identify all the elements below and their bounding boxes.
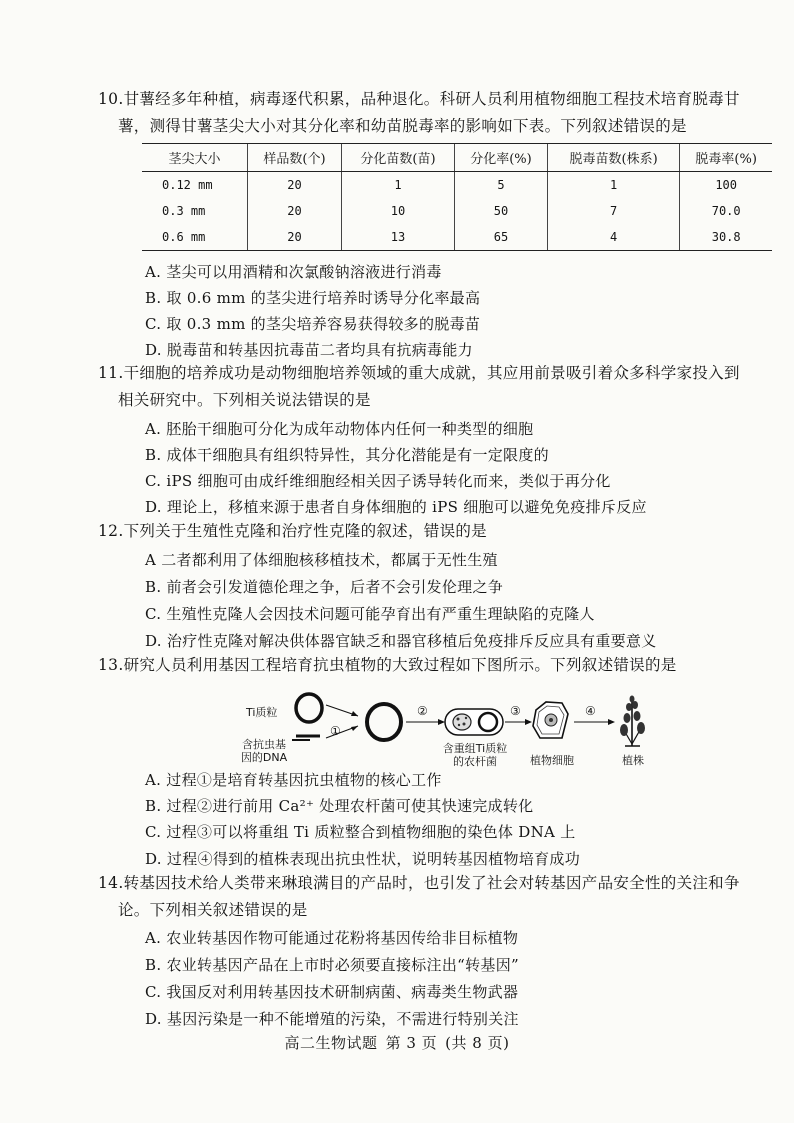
q14-number: 14.: [98, 874, 124, 892]
q10-option-a: A. 茎尖可以用酒精和次氯酸钠溶液进行消毒: [145, 263, 442, 281]
q14-option-a: A. 农业转基因作物可能通过花粉将基因传给非目标植物: [145, 929, 519, 947]
footer-subject: 高二生物试题: [284, 1034, 378, 1052]
q10-stem-line1: 甘薯经多年种植，病毒逐代积累，品种退化。科研人员利用植物细胞工程技术培育脱毒甘: [123, 90, 740, 108]
table-cell: 1: [547, 172, 679, 199]
q11-option-d: D. 理论上，移植来源于患者自身体细胞的 iPS 细胞可以避免免疫排斥反应: [145, 498, 647, 516]
q10-number: 10.: [98, 90, 124, 108]
q12-stem: [98, 518, 758, 545]
q10-stem-line2: 薯，测得甘薯茎尖大小对其分化率和幼苗脱毒率的影响如下表。下列叙述错误的是: [118, 117, 687, 135]
q13-stem-line1: 研究人员利用基因工程培育抗虫植物的大致过程如下图所示。下列叙述错误的是: [123, 656, 677, 674]
table-header: 分化苗数(苗): [341, 144, 454, 172]
q14-option-d: D. 基因污染是一种不能增殖的污染，不需进行特别关注: [145, 1010, 519, 1028]
table-header: 分化率(%): [455, 144, 548, 172]
table-cell: 10: [341, 198, 454, 224]
q14-option-c: C. 我国反对利用转基因技术研制病菌、病毒类生物武器: [145, 983, 519, 1001]
step-1-label: ①: [330, 724, 341, 738]
q11-stem-line2: 相关研究中。下列相关说法错误的是: [118, 391, 371, 409]
table-cell: 4: [547, 224, 679, 251]
q12-option-c: C. 生殖性克隆人会因技术问题可能孕育出有严重生理缺陷的克隆人: [145, 605, 595, 623]
q14-option-b: B. 农业转基因产品在上市时必须要直接标注出“转基因”: [145, 956, 519, 974]
page-footer: [0, 1032, 794, 1053]
q11-option-c: C. iPS 细胞可由成纤维细胞经相关因子诱导转化而来，类似于再分化: [145, 472, 611, 490]
q12-stem-line1: 下列关于生殖性克隆和治疗性克隆的叙述，错误的是: [123, 522, 487, 540]
q13-option-b: B. 过程②进行前用 Ca²⁺ 处理农杆菌可使其快速完成转化: [145, 797, 534, 815]
q13-option-a: A. 过程①是培育转基因抗虫植物的核心工作: [145, 771, 442, 789]
agrobacterium-label: 含重组Ti质粒 的农杆菌: [442, 742, 508, 768]
q11-option-b: B. 成体干细胞具有组织特异性，其分化潜能是有一定限度的: [145, 446, 549, 464]
table-row: [142, 172, 772, 199]
q10-option-c: C. 取 0.3 mm 的茎尖培养容易获得较多的脱毒苗: [145, 315, 481, 333]
table-cell: 100: [680, 172, 772, 199]
q14-stem: [98, 870, 758, 924]
table-header: 脱毒率(%): [680, 144, 772, 172]
ti-plasmid-label: Ti质粒: [246, 706, 278, 719]
q11-number: 11.: [98, 364, 124, 382]
q14-stem-line1: 转基因技术给人类带来琳琅满目的产品时，也引发了社会对转基因产品安全性的关注和争: [123, 874, 740, 892]
footer-total-pages: (共 8 页): [445, 1034, 510, 1052]
table-cell: 7: [547, 198, 679, 224]
table-header-row: [142, 144, 772, 172]
q13-option-c: C. 过程③可以将重组 Ti 质粒整合到植物细胞的染色体 DNA 上: [145, 823, 576, 841]
ti-plasmid-icon: [296, 694, 322, 722]
table-header: 脱毒苗数(株系): [547, 144, 679, 172]
recombinant-plasmid-icon: [367, 704, 401, 740]
table-cell: 0.6 mm: [142, 224, 248, 251]
table-cell: 5: [455, 172, 548, 199]
q10-option-d: D. 脱毒苗和转基因抗毒苗二者均具有抗病毒能力: [145, 341, 473, 359]
plant-label: 植株: [622, 754, 644, 767]
table-cell: 0.3 mm: [162, 204, 206, 218]
q13-number: 13.: [98, 656, 124, 674]
table-cell: 20: [248, 198, 342, 224]
table-row: [142, 198, 772, 224]
gene-engineering-diagram: [240, 688, 660, 772]
step-3-label: ③: [510, 704, 521, 718]
q12-option-d: D. 治疗性克隆对解决供体器官缺乏和器官移植后免疫排斥反应具有重要意义: [145, 632, 657, 650]
table-header: 茎尖大小: [142, 144, 248, 172]
q12-option-b: B. 前者会引发道德伦理之争，后者不会引发伦理之争: [145, 578, 504, 596]
plant-cell-label: 植物细胞: [530, 754, 574, 767]
table-cell: 65: [455, 224, 548, 251]
q12-option-a: A 二者都利用了体细胞核移植技术，都属于无性生殖: [145, 551, 498, 569]
q12-number: 12.: [98, 522, 124, 540]
plant-icon: [620, 696, 645, 747]
table-cell: 70.0: [680, 198, 772, 224]
table-cell: 0.12 mm: [162, 178, 213, 192]
q10-stem: [98, 86, 758, 140]
q11-stem: [98, 360, 758, 414]
table-cell: 20: [248, 172, 342, 199]
table-cell: 13: [341, 224, 454, 251]
dna-label: 含抗虫基 因的DNA: [240, 738, 288, 764]
table-cell: 1: [341, 172, 454, 199]
q13-stem: [98, 652, 758, 679]
q10-data-table: [142, 143, 772, 251]
q13-option-d: D. 过程④得到的植株表现出抗虫性状，说明转基因植物培育成功: [145, 850, 581, 868]
table-cell: 20: [248, 224, 342, 251]
q10-option-b: B. 取 0.6 mm 的茎尖进行培养时诱导分化率最高: [145, 289, 481, 307]
table-row: [142, 224, 772, 251]
q14-stem-line2: 论。下列相关叙述错误的是: [118, 901, 308, 919]
step-2-label: ②: [417, 704, 428, 718]
table-header: 样品数(个): [248, 144, 342, 172]
table-cell: 50: [455, 198, 548, 224]
q11-option-a: A. 胚胎干细胞可分化为成年动物体内任何一种类型的细胞: [145, 420, 534, 438]
q11-stem-line1: 干细胞的培养成功是动物细胞培养领域的重大成就，其应用前景吸引着众多科学家投入到: [123, 364, 740, 382]
table-cell: 30.8: [680, 224, 772, 251]
step-4-label: ④: [585, 704, 596, 718]
footer-page-number: 第 3 页: [385, 1034, 438, 1052]
